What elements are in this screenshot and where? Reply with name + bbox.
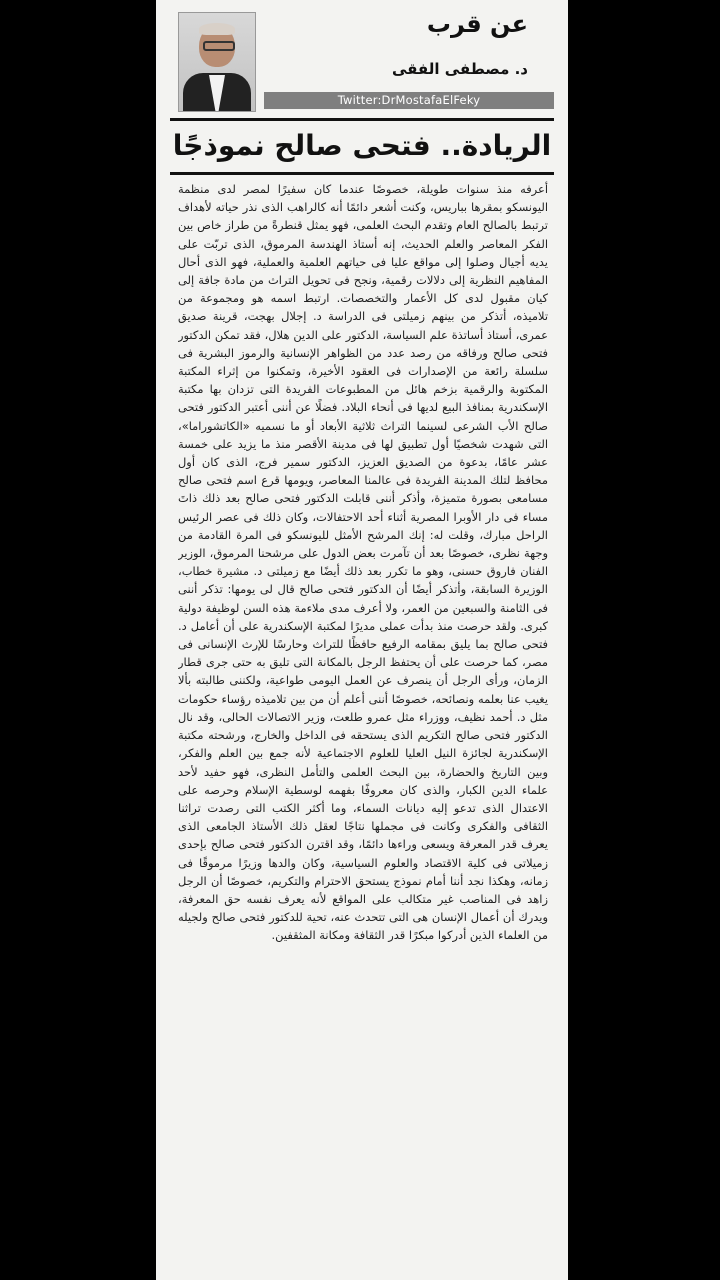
portrait-glasses-shape <box>203 41 235 51</box>
article-headline: الريادة.. فتحى صالح نموذجًا <box>172 129 552 162</box>
headline-top-rule <box>170 118 554 121</box>
twitter-handle-bar: Twitter:DrMostafaElFeky <box>264 92 554 109</box>
portrait-hair-shape <box>199 23 235 35</box>
author-photo <box>178 12 256 112</box>
newspaper-column <box>156 0 568 1280</box>
author-name: د. مصطفى الفقى <box>391 60 528 78</box>
article-body: أعرفه منذ سنوات طويلة، خصوصًا عندما كان سفيرًا لمصر لدى منظمة اليونسكو بمقرها بباريس، وكنت أشعر دائمًا أنه كالراهب الذى نذر حياته لأهداف ترتبط بالصالح العام وتقدم البحث العلمى، فهو يمثل قنطرةً من طراز خاص بين الفكر المعاصر والعلم الحديث، إنه أستاذ الهندسة المرموق، الذى تربّت على يديه أجيال وصلوا إلى مواقع عليا فى حياتهم العلمية والعملية، فهو الذى أحال المفاهيم النظرية إلى دلالات رقمية، ونجح فى تحويل التراث من مادة جافة إلى كيان مقبول لدى كل الأعمار والتخصصات. ارتبط اسمه هو ومجموعة من تلاميذه، أتذكر من بينهم زميلتى فى الدراسة د. إجلال بهجت، قرينة صديق عمرى، أستاذ أساتذة علم السياسة، الدكتور على الدين هلال، فقد تمكن الدكتور فتحى صالح ورفاقه من رصد عدد من الظواهر الإنسانية والرموز البشرية فى سلسلة رائعة من الإصدارات فى العقود الأخيرة، وتمكنوا من إثراء المكتبة المكتوبة والرقمية بزخم هائل من المطبوعات الفريدة التى تزدان بها مكتبة الإسكندرية بمنافذ البيع لديها فى أنحاء البلاد. فضلًا عن أننى أعتبر الدكتور فتحى صالح الأب الشرعى لسينما التراث ثلاثية الأبعاد أو ما نسميه «الكاتشوراما»، التى شهدت شخصيًا أول تطبيق لها فى مدينة الأقصر منذ ما يزيد على خمسة عشر عامًا، بدعوة من الصديق العزيز، الدكتور سمير فرج، الذى كان أول محافظ لتلك المدينة الفريدة فى عالمنا المعاصر، ويومها قرع اسم فتحى صالح مسامعى بصورة متميزة، وأذكر أننى قابلت الدكتور فتحى صالح بعد ذلك ذاتَ مساء فى دار الأوبرا المصرية أثناء أحد الاحتفالات، وكان ذلك فى عصر الرئيس الراحل مبارك، وقلت له: إنك المرشح الأمثل لليونسكو فى المرة القادمة من وجهة نظرى، خصوصًا بعد أن تآمرت بعض الدول على مرشحنا المرموق، الوزير الفنان فاروق حسنى، وهو ما تكرر بعد ذلك أيضًا مع زميلتى د. مشيرة خطاب، الوزيرة السابقة، وأتذكر أيضًا أن الدكتور فتحى صالح قال لى يومها: تذكر أننى فى الثامنة والسبعين من العمر، ولا أعرف مدى ملاءمة هذه السن لوظيفة دولية كبرى. ولقد حرصت منذ بدأت عملى مديرًا لمكتبة الإسكندرية على أن أعامل د. فتحى صالح بما يليق بمقامه الرفيع حافظًا للتراث وحارسًا للإرث الإنسانى فى مصر، كما حرصت على أن يحتفظ الرجل بالمكانة التى تليق به حتى جرى قطار الزمان، ورأى الرجل أن ينصرف عن العمل اليومى طواعية، ولكننى طالبته بألا يغيب عنا بعلمه ونصائحه، خصوصًا أننى أعلم أن من بين تلاميذه رؤساء حكومات مثل د. أحمد نظيف، ووزراء مثل عمرو طلعت، وزير الاتصالات الحالى، وقد نال الدكتور فتحى صالح التكريم الذى يستحقه فى الداخل والخارج، ورشحته مكتبة الإسكندرية لجائزة النيل العليا للعلوم الاجتماعية لأنه جمع بين العلم والفكر، وبين التاريخ والحضارة، بين البحث العلمى والتأمل النظرى، فهو حفيد لأحد علماء الدين الكبار، والذى كان معروفًا بفهمه لوسطية الإسلام وحرصه على الاعتدال الذى تدعو إليه ديانات السماء، وما أكثر الكتب التى رصدت تراثنا الثقافى والفكرى وكانت فى مجملها نتاجًا لعقل ذلك الأستاذ الجامعى الذى يعرف قدر المعرفة ويسعى وراءها دائمًا، وقد اقترن الدكتور فتحى صالح بإحدى زميلاتى فى كلية الاقتصاد والعلوم السياسية، وكان والدها وزيرًا مرموقًا فى زمانه، وهكذا نجد أننا أمام نموذج يستحق الاحترام والتكريم، خصوصًا أن الرجل زاهد فى المناصب غير متكالب على المواقع لأنه يعرف نفسه حق المعرفة، ويدرك أن أعمال الإنسان هى التى تتحدث عنه، تحية للدكتور فتحى صالح ولجيله من العلماء الذين أدركوا مبكرًا قدر الثقافة ومكانة المثقفين. <box>178 182 548 943</box>
column-title: عن قرب <box>426 10 528 38</box>
headline-bottom-rule <box>170 172 554 175</box>
